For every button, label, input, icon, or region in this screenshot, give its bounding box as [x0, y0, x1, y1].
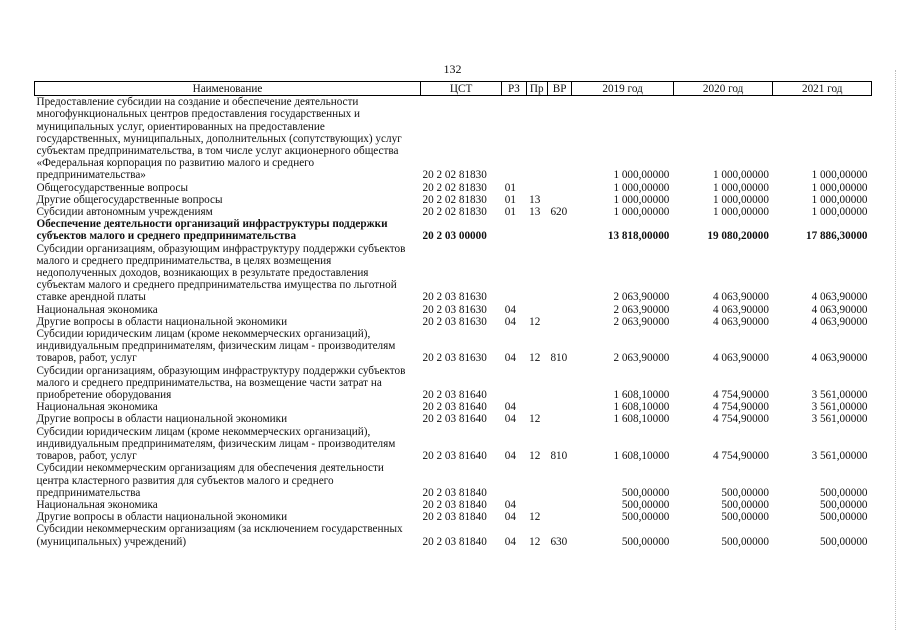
column-header-2020: 2020 год — [673, 82, 773, 96]
cell-2021: 17 886,30000 — [805, 230, 868, 243]
cell-vr — [547, 218, 571, 242]
cell-rz: 04 — [504, 303, 516, 316]
table-row — [35, 206, 872, 218]
cell-name: Субсидии организациям, образующим инфраструктуру поддержки субъектов малого и среднего предпринимательства, на возмещение части затрат на приобретение оборудования — [36, 364, 406, 402]
cell-2021: 4 063,90000 — [811, 315, 868, 328]
cell-cst: 20 2 02 81830 — [422, 193, 487, 206]
cell-cst: 20 2 03 81640 — [422, 401, 487, 414]
cell-name: Субсидии организациям, образующим инфраструктуру поддержки субъектов малого и среднего предпринимательства, в целях возмещения недополученных доходов, возникающих в результате предоставления субъектам малого и среднего предпринимательства имущества по льготной ставке арендной платы — [36, 242, 406, 304]
cell-2021: 3 561,00000 — [811, 450, 868, 463]
cell-2021: 500,00000 — [819, 498, 868, 511]
cell-pr: 13 — [529, 206, 541, 219]
cell-vr — [547, 182, 571, 194]
cell-pr: 12 — [529, 352, 541, 365]
cell-rz: 04 — [504, 352, 516, 365]
column-header-cst: ЦСТ — [420, 82, 501, 96]
table-row — [35, 304, 872, 316]
cell-rz: 04 — [504, 511, 516, 524]
cell-rz — [502, 218, 526, 242]
cell-vr — [547, 499, 571, 511]
cell-name: Обеспечение деятельности организаций инфраструктуры поддержки субъектов малого и среднего предпринимательства — [36, 218, 388, 243]
cell-2019: 1 000,00000 — [613, 193, 670, 206]
cell-vr: 810 — [550, 450, 568, 463]
cell-2021: 4 063,90000 — [811, 291, 868, 304]
cell-2021: 500,00000 — [819, 486, 868, 499]
cell-2021: 500,00000 — [819, 511, 868, 524]
cell-2020: 1 000,00000 — [712, 206, 769, 219]
cell-pr — [526, 462, 547, 499]
cell-pr: 13 — [529, 193, 541, 206]
cell-cst: 20 2 03 00000 — [422, 230, 487, 243]
cell-cst: 20 2 03 81640 — [422, 389, 487, 402]
cell-2020: 500,00000 — [721, 535, 769, 548]
cell-cst: 20 2 03 81630 — [422, 352, 487, 365]
table-row — [35, 96, 872, 182]
cell-2021: 3 561,00000 — [811, 389, 868, 402]
cell-name: Субсидии юридическим лицам (кроме некоммерческих организаций), индивидуальным предпринимателям, физическим лицам - производителям товаров, работ, услуг — [36, 328, 396, 365]
cell-2020: 1 000,00000 — [712, 169, 769, 182]
column-header-2021: 2021 год — [773, 82, 872, 96]
table-row — [35, 413, 872, 425]
cell-rz — [502, 243, 526, 304]
cell-2021: 3 561,00000 — [811, 413, 868, 426]
cell-vr — [547, 401, 571, 413]
cell-name: Субсидии автономным учреждениям — [36, 206, 213, 219]
cell-rz: 04 — [504, 498, 516, 511]
cell-2020: 4 063,90000 — [712, 303, 769, 316]
cell-pr: 12 — [529, 315, 541, 328]
cell-2019: 2 063,90000 — [613, 352, 670, 365]
cell-2019: 500,00000 — [621, 498, 670, 511]
cell-cst: 20 2 03 81630 — [422, 315, 487, 328]
cell-name: Субсидии юридическим лицам (кроме некоммерческих организаций), индивидуальным предпринимателям, физическим лицам - производителям товаров, работ, услуг — [36, 425, 396, 463]
cell-name: Национальная экономика — [36, 498, 158, 511]
cell-2019: 1 608,10000 — [613, 401, 670, 414]
cell-name: Другие вопросы в области национальной экономики — [36, 511, 288, 524]
cell-cst: 20 2 03 81630 — [422, 291, 487, 304]
cell-2019: 500,00000 — [621, 486, 670, 499]
cell-name: Другие общегосударственные вопросы — [36, 193, 223, 206]
cell-name: Другие вопросы в области национальной экономики — [36, 315, 288, 328]
cell-name: Национальная экономика — [36, 303, 158, 316]
cell-rz: 01 — [504, 206, 516, 219]
table-row — [35, 194, 872, 206]
column-header-pr: Пр — [526, 82, 547, 96]
column-header-rz: РЗ — [502, 82, 526, 96]
table-row — [35, 182, 872, 194]
cell-rz: 01 — [504, 193, 516, 206]
cell-rz: 01 — [504, 181, 516, 194]
cell-cst: 20 2 03 81640 — [422, 450, 487, 463]
cell-pr — [526, 401, 547, 413]
cell-vr — [547, 194, 571, 206]
cell-2020: 4 063,90000 — [712, 352, 769, 365]
cell-cst: 20 2 02 81830 — [422, 169, 487, 182]
table-row — [35, 401, 872, 413]
cell-pr — [526, 304, 547, 316]
cell-2019: 1 608,10000 — [613, 389, 670, 402]
cell-name: Национальная экономика — [36, 401, 158, 414]
cell-2020: 500,00000 — [721, 511, 769, 524]
cell-rz: 04 — [504, 450, 516, 463]
column-header-name: Наименование — [35, 82, 421, 96]
cell-cst: 20 2 03 81840 — [422, 486, 487, 499]
cell-2020: 4 754,90000 — [712, 450, 769, 463]
cell-2019: 1 000,00000 — [613, 206, 670, 219]
cell-pr — [526, 365, 547, 402]
cell-2019: 2 063,90000 — [613, 291, 670, 304]
cell-vr — [547, 462, 571, 499]
cell-2020: 19 080,20000 — [707, 230, 769, 243]
page-number: 132 — [443, 62, 462, 76]
cell-2020: 4 754,90000 — [712, 389, 769, 402]
cell-2021: 1 000,00000 — [811, 193, 868, 206]
cell-2019: 13 818,00000 — [607, 230, 670, 243]
cell-name: Субсидии некоммерческим организациям (за исключением государственных (муниципальных) учреждений) — [36, 523, 403, 548]
cell-cst: 20 2 03 81840 — [422, 511, 487, 524]
cell-rz — [502, 96, 526, 182]
table-body — [35, 96, 872, 548]
cell-2019: 2 063,90000 — [613, 315, 670, 328]
table-header-row — [35, 82, 872, 96]
cell-vr — [547, 316, 571, 328]
cell-rz: 04 — [504, 413, 516, 426]
cell-2021: 1 000,00000 — [811, 169, 868, 182]
cell-2021: 500,00000 — [819, 535, 868, 548]
cell-vr — [547, 304, 571, 316]
column-header-vr: ВР — [547, 82, 571, 96]
cell-vr: 630 — [550, 535, 568, 548]
cell-pr — [526, 96, 547, 182]
cell-cst: 20 2 03 81840 — [422, 535, 487, 548]
table-row — [35, 499, 872, 511]
cell-rz: 04 — [504, 535, 516, 548]
cell-name: Другие вопросы в области национальной экономики — [36, 413, 288, 426]
cell-2020: 500,00000 — [721, 486, 769, 499]
cell-2021: 3 561,00000 — [811, 401, 868, 414]
cell-rz — [502, 462, 526, 499]
cell-vr: 810 — [550, 352, 568, 365]
budget-table — [34, 81, 872, 548]
cell-pr — [526, 499, 547, 511]
cell-2020: 4 754,90000 — [712, 413, 769, 426]
table-row — [35, 462, 872, 499]
cell-2020: 4 063,90000 — [712, 315, 769, 328]
cell-vr — [547, 413, 571, 425]
cell-vr — [547, 96, 571, 182]
cell-2019: 1 608,10000 — [613, 450, 670, 463]
cell-2021: 1 000,00000 — [811, 181, 868, 194]
cell-pr: 12 — [529, 511, 541, 524]
cell-2020: 500,00000 — [721, 498, 769, 511]
cell-pr: 12 — [529, 413, 541, 426]
cell-cst: 20 2 03 81640 — [422, 413, 487, 426]
cell-pr — [526, 218, 547, 242]
table-row — [35, 316, 872, 328]
cell-cst: 20 2 02 81830 — [422, 206, 487, 219]
cell-rz: 04 — [504, 315, 516, 328]
cell-pr: 12 — [529, 450, 541, 463]
table-row — [35, 243, 872, 304]
scan-edge — [895, 70, 897, 630]
cell-name: Субсидии некоммерческим организациям для обеспечения деятельности центра кластерного развития для субъектов малого и среднего предпринимательства — [36, 462, 384, 499]
cell-vr: 620 — [550, 206, 568, 219]
cell-name: Предоставление субсидии на создание и обеспечение деятельности многофункциональных центров предоставления государственных и муниципальных услуг, ориентированных на предоставление государственных, муниципальных, дополнительных (сопутствующих) услуг субъектам предпринимательства, в том числе услуг акционерного общества «Федеральная корпорация по развитию малого и среднего предпринимательства» — [36, 96, 402, 182]
cell-2019: 2 063,90000 — [613, 303, 670, 316]
cell-vr — [547, 243, 571, 304]
table-row — [35, 218, 872, 242]
cell-2019: 500,00000 — [621, 535, 670, 548]
cell-pr — [526, 243, 547, 304]
cell-rz — [502, 365, 526, 402]
cell-pr: 12 — [529, 535, 541, 548]
cell-vr — [547, 511, 571, 523]
cell-2019: 1 608,10000 — [613, 413, 670, 426]
table-row — [35, 365, 872, 402]
table-row — [35, 511, 872, 523]
cell-cst: 20 2 03 81840 — [422, 498, 487, 511]
cell-pr — [526, 182, 547, 194]
cell-2019: 1 000,00000 — [613, 169, 670, 182]
column-header-2019: 2019 год — [572, 82, 674, 96]
cell-rz: 04 — [504, 401, 516, 414]
table-row — [35, 426, 872, 463]
cell-2020: 1 000,00000 — [712, 193, 769, 206]
table-row — [35, 328, 872, 365]
cell-2020: 4 063,90000 — [712, 291, 769, 304]
cell-2020: 1 000,00000 — [712, 181, 769, 194]
cell-cst: 20 2 03 81630 — [422, 303, 487, 316]
cell-name: Общегосударственные вопросы — [36, 181, 189, 194]
cell-2019: 500,00000 — [621, 511, 670, 524]
cell-cst: 20 2 02 81830 — [422, 181, 487, 194]
cell-2020: 4 754,90000 — [712, 401, 769, 414]
cell-2021: 4 063,90000 — [811, 352, 868, 365]
cell-2021: 4 063,90000 — [811, 303, 868, 316]
cell-2019: 1 000,00000 — [613, 181, 670, 194]
cell-vr — [547, 365, 571, 402]
table-row — [35, 523, 872, 547]
cell-2021: 1 000,00000 — [811, 206, 868, 219]
